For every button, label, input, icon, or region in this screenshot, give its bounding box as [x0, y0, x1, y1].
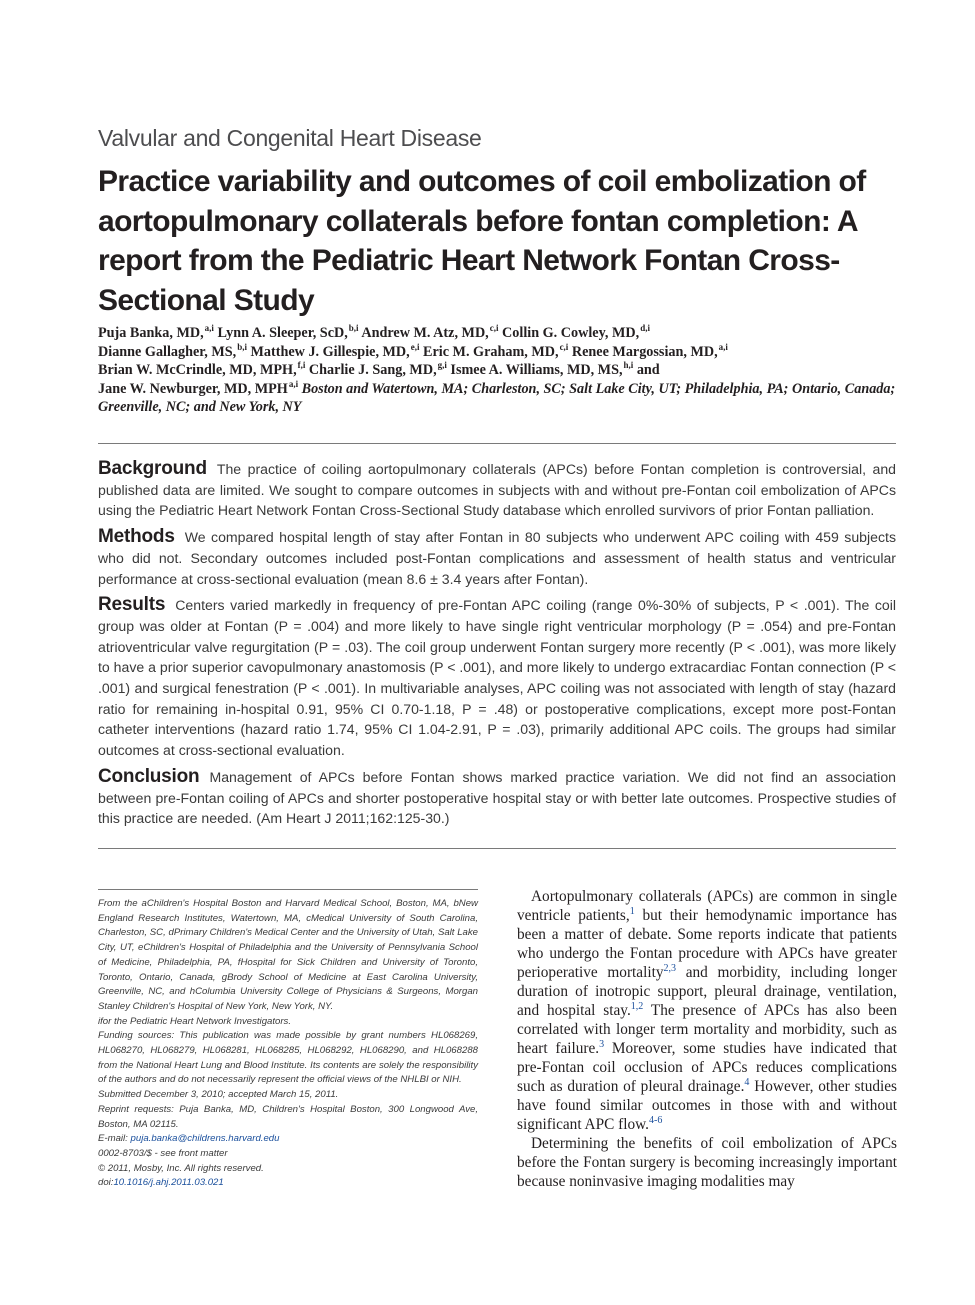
- affiliations-note: From the aChildren's Hospital Boston and Harvard Medical School, Boston, MA, bNew England Research Institutes, Watertown, MA, cMedical University of South Carolina, Charleston, SC, dPrimary Children's Medical Center and the University of Utah, Salt Lake City, UT, eChildren's Hospital of Philadelphia and the University of Pennsylvania School of Medicine, Philadelphia, PA, fHospital for Sick Children and University of Toronto, Toronto, Ontario, Canada, gBrody School of Medicine at East Carolina University, Greenville, NC, and hColumbia University College of Physicians & Surgeons, Morgan Stanley Children's Hospital of New York, New York, NY.: [98, 898, 478, 1012]
- methods-text: We compared hospital length of stay after Fontan in 80 subjects who underwent APC coiling with 459 subjects who did not. Secondary outcomes included post-Fontan complications and assessment of health status and ventricular performance at cross-sectional evaluation (mean 8.6 ± 3.4 years after Fontan).: [98, 529, 896, 587]
- footnotes: [98, 897, 478, 1191]
- submitted-note: Submitted December 3, 2010; accepted March 15, 2011.: [98, 1089, 339, 1101]
- author-name: Renee Margossian, MD,: [571, 343, 718, 360]
- doi-note: [98, 1176, 478, 1191]
- and-word: and: [636, 362, 660, 379]
- affiliation-mark: d,i: [640, 323, 650, 333]
- citation-ref[interactable]: 2,3: [663, 962, 676, 974]
- affiliation-mark: f,i: [297, 360, 306, 371]
- investigators-note: ifor the Pediatric Heart Network Investigators.: [98, 1015, 292, 1027]
- affiliation-mark: c,i: [559, 341, 569, 352]
- paragraph-second: Determining the benefits of coil embolization of APCs before the Fontan surgery is becoming increasingly important because noninvasive imaging modalities may: [517, 1135, 897, 1190]
- conclusion-heading: Conclusion: [98, 765, 200, 787]
- body-sentence: However, other studies have found similar outcomes in those with and without significant APC flow.: [517, 1078, 897, 1133]
- reprints-note: Reprint requests: Puja Banka, MD, Children's Hospital Boston, 300 Longwood Ave, Boston, MA 02115.: [98, 1103, 478, 1130]
- article-title: Practice variability and outcomes of coil embolization of aortopulmonary collaterals before fontan completion: A report from the Pediatric Heart Network Fontan Cross-Sectional Study: [98, 165, 866, 317]
- author-name: Matthew J. Gillespie, MD,: [250, 343, 410, 360]
- author-locations: Boston and Watertown, MA; Charleston, SC; Salt Lake City, UT; Philadelphia, PA; Ontario, Canada; Greenville, NC; and New York, NY: [98, 380, 896, 416]
- conclusion-text: Management of APCs before Fontan shows marked practice variation. We did not find an association between pre-Fontan coiling of APCs and shorter postoperative hospital stay or with better late outcomes. Prospective studies of this practice are needed. (Am Heart J 2011;162:125-30.): [98, 768, 896, 827]
- abstract: [98, 459, 896, 835]
- affiliation-mark: a,i: [718, 341, 728, 352]
- author-name: Andrew M. Atz, MD,: [361, 325, 489, 341]
- doi-label: doi:: [98, 1177, 114, 1189]
- results-heading: Results: [98, 594, 166, 616]
- citation-ref[interactable]: 1: [629, 905, 635, 917]
- paragraph-intro: [517, 887, 897, 1134]
- affiliation-mark: a,i: [204, 323, 214, 333]
- abstract-background: [98, 459, 896, 521]
- funding-note: Funding sources: This publication was made possible by grant numbers HL068269, HL068270, HL068279, HL068281, HL068285, HL068292, HL068290, and HL068288 from the National Heart Lung and Blood Institute. Its contents are solely the responsibility of the authors and do not necessarily represent the official views of the NHLBI or NIH.: [98, 1030, 478, 1086]
- author-list: [98, 324, 898, 417]
- body-sentence: Moreover, some studies have indicated that pre-Fontan coil occlusion of APCs reduces complications such as duration of pleural drainage.: [517, 1040, 897, 1095]
- author-name: Ismee A. Williams, MD, MS,: [450, 362, 623, 379]
- body-text: [517, 887, 897, 1191]
- citation-ref[interactable]: 4: [744, 1076, 750, 1088]
- issn-note: 0002-8703/$ - see front matter: [98, 1147, 228, 1159]
- author-name: Collin G. Cowley, MD,: [502, 325, 640, 341]
- footnote-divider: [98, 889, 478, 890]
- email-label: E-mail:: [98, 1133, 128, 1145]
- background-text: The practice of coiling aortopulmonary collaterals (APCs) before Fontan completion is controversial, and published data are limited. We sought to compare outcomes in subjects with and without pre-Fontan coil embolization of APCs using the Pediatric Heart Network Fontan Cross-Sectional Study database which enrolled survivors of prior Fontan palliation.: [98, 461, 896, 519]
- affiliation-mark: c,i: [489, 323, 499, 333]
- affiliation-mark: b,i: [348, 323, 359, 333]
- copyright-note: © 2011, Mosby, Inc. All rights reserved.: [98, 1162, 264, 1174]
- body-sentence: The presence of APCs has also been correlated with longer term mortality and morbidity, such as heart failure.: [517, 1002, 897, 1057]
- abstract-conclusion: [98, 767, 896, 829]
- author-name: Jane W. Newburger, MD, MPH: [98, 380, 288, 397]
- affiliation-mark: e,i: [410, 341, 420, 352]
- affiliation-mark: h,i: [623, 360, 634, 371]
- author-name: Eric M. Graham, MD,: [423, 343, 559, 360]
- doi-link[interactable]: 10.1016/j.ahj.2011.03.021: [113, 1177, 224, 1189]
- top-divider: [98, 443, 896, 444]
- abstract-methods: [98, 527, 896, 589]
- citation-ref[interactable]: 4-6: [649, 1114, 663, 1126]
- citation-ref[interactable]: 1,2: [630, 1000, 644, 1012]
- section-label: Valvular and Congenital Heart Disease: [98, 125, 482, 151]
- author-name: Brian W. McCrindle, MD, MPH,: [98, 362, 297, 379]
- email-link[interactable]: puja.banka@childrens.harvard.edu: [130, 1133, 280, 1145]
- author-name: Charlie J. Sang, MD,: [308, 362, 437, 379]
- body-sentence: and morbidity, including longer duration of inotropic support, pleural drainage, ventilation, and hospital stay.: [517, 964, 897, 1019]
- body-sentence: but their hemodynamic importance has been a matter of debate. Some reports indicate that patients who undergo the Fontan procedure with APCs have greater perioperative mortality: [517, 907, 897, 981]
- abstract-results: [98, 595, 896, 761]
- affiliation-mark: a,i: [288, 378, 299, 389]
- bottom-divider: [98, 848, 896, 849]
- citation-ref[interactable]: 3: [599, 1038, 605, 1050]
- author-name: Lynn A. Sleeper, ScD,: [217, 325, 348, 341]
- body-sentence: Aortopulmonary collaterals (APCs) are common in single ventricle patients,: [517, 888, 897, 924]
- methods-heading: Methods: [98, 526, 175, 548]
- affiliation-mark: g,i: [437, 360, 447, 371]
- background-heading: Background: [98, 458, 207, 479]
- author-name: Dianne Gallagher, MS,: [98, 343, 237, 360]
- affiliation-mark: b,i: [237, 341, 247, 352]
- email-note: [98, 1132, 478, 1147]
- author-name: Puja Banka, MD,: [98, 325, 204, 341]
- results-text: Centers varied markedly in frequency of pre-Fontan APC coiling (range 0%-30% of subjects, P < .001). The coil group was older at Fontan (P = .004) and more likely to have single right ventricular morphology (P = .054) and pre-Fontan atrioventricular valve regurgitation (P = .03). The coil group underwent Fontan surgery more recently (P < .001), was more likely to have a prior superior cavopulmonary anastomosis (P < .001), and more likely to undergo extracardiac Fontan connection (P < .001) and surgical fenestration (P < .001). In multivariable analyses, APC coiling was not associated with length of stay (hazard ratio for remaining in-hospital 0.91, 95% CI 0.70-1.18, P = .48) or postoperative complications, except more post-Fontan catheter interventions (hazard ratio 1.74, 95% CI 1.04-2.91, P = .03), primarily additional APC coils. The groups had similar outcomes at cross-sectional evaluation.: [98, 597, 896, 759]
